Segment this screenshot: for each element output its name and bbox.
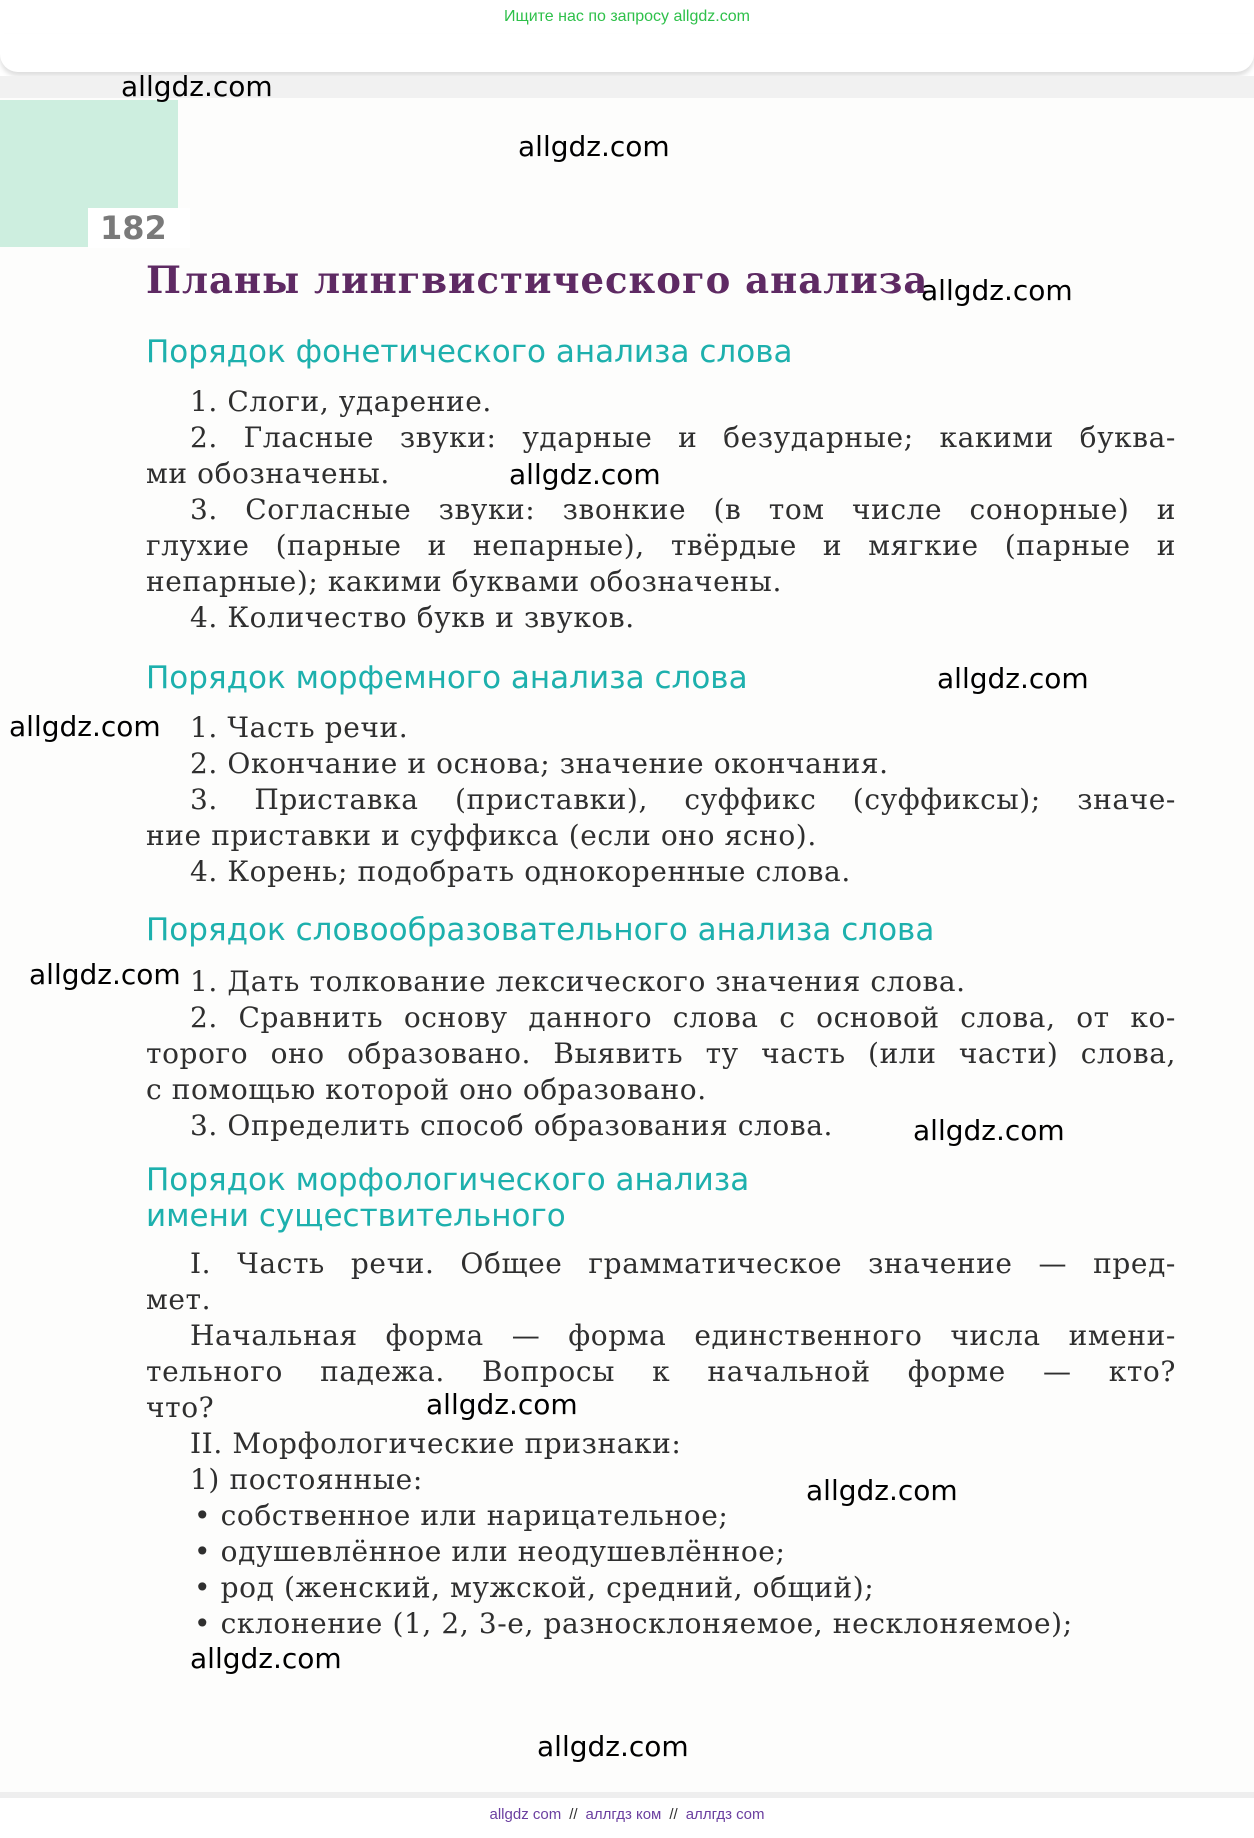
watermark: allgdz.com <box>921 274 1073 307</box>
section-heading-morphological-line2: имени существительного <box>146 1198 566 1234</box>
watermark: allgdz.com <box>913 1114 1065 1147</box>
section-heading-morphemic: Порядок морфемного анализа слова <box>146 660 748 696</box>
text-line: мет. <box>146 1283 212 1316</box>
watermark: allgdz.com <box>121 70 273 103</box>
text-line: тельного падежа. Вопросы к начальной форме — кто? <box>146 1355 1176 1388</box>
section-body-morphemic <box>146 710 1176 890</box>
watermark: allgdz.com <box>537 1730 689 1763</box>
footer-links <box>0 1806 1254 1832</box>
text-line: 1) постоянные: <box>190 1463 423 1496</box>
footer-link[interactable]: allgdz com <box>489 1806 562 1823</box>
text-line: 2. Гласные звуки: ударные и безударные; какими буква- <box>190 421 1176 454</box>
text-line: 2. Окончание и основа; значение окончания. <box>190 747 889 780</box>
text-line: 4. Количество букв и звуков. <box>190 601 635 634</box>
watermark: allgdz.com <box>9 710 161 743</box>
text-line: Начальная форма — форма единственного числа имени- <box>190 1319 1176 1352</box>
text-line: 1. Дать толкование лексического значения слова. <box>190 965 966 998</box>
watermark: allgdz.com <box>806 1474 958 1507</box>
watermark: allgdz.com <box>518 130 670 163</box>
text-line: ние приставки и суффикса (если оно ясно). <box>146 819 817 852</box>
footer-separator: // <box>569 1806 578 1823</box>
watermark: allgdz.com <box>190 1642 342 1675</box>
text-line: торого оно образовано. Выявить ту часть (или части) слова, <box>146 1037 1176 1070</box>
text-line: глухие (парные и непарные), твёрдые и мягкие (парные и <box>146 529 1176 562</box>
page-title: Планы лингвистического анализа <box>146 258 929 302</box>
text-line: II. Морфологические признаки: <box>190 1427 682 1460</box>
footer-separator: // <box>669 1806 678 1823</box>
text-line: непарные); какими буквами обозначены. <box>146 565 782 598</box>
top-banner[interactable]: Ищите нас по запросу allgdz.com <box>504 8 750 25</box>
text-line: 1. Часть речи. <box>190 711 409 744</box>
text-line: 4. Корень; подобрать однокоренные слова. <box>190 855 851 888</box>
text-line: I. Часть речи. Общее грамматическое значение — пред- <box>190 1247 1176 1280</box>
watermark: allgdz.com <box>509 458 661 491</box>
text-line: ми обозначены. <box>146 457 390 490</box>
text-line: 3. Приставка (приставки), суффикс (суффиксы); значе- <box>190 783 1176 816</box>
list-item: • одушевлённое или неодушевлённое; <box>194 1535 786 1568</box>
watermark: allgdz.com <box>426 1388 578 1421</box>
list-item: • склонение (1, 2, 3-е, разносклоняемое, несклоняемое); <box>194 1607 1073 1640</box>
footer-link[interactable]: аллгдз com <box>685 1806 765 1823</box>
text-line: 3. Согласные звуки: звонкие (в том числе сонорные) и <box>190 493 1176 526</box>
list-item: • собственное или нарицательное; <box>194 1499 729 1532</box>
section-heading-phonetic: Порядок фонетического анализа слова <box>146 334 793 370</box>
watermark: allgdz.com <box>937 662 1089 695</box>
top-strip <box>0 34 1254 72</box>
page-number: 182 <box>88 208 190 248</box>
text-line: 2. Сравнить основу данного слова с основой слова, от ко- <box>190 1001 1176 1034</box>
text-line: что? <box>146 1391 215 1424</box>
list-item: • род (женский, мужской, средний, общий); <box>194 1571 875 1604</box>
section-body-morphological <box>146 1246 1176 1642</box>
text-line: 1. Слоги, ударение. <box>190 385 492 418</box>
text-line: с помощью которой оно образовано. <box>146 1073 707 1106</box>
section-body-phonetic <box>146 384 1176 636</box>
watermark: allgdz.com <box>29 958 181 991</box>
footer-link[interactable]: аллгдз ком <box>585 1806 662 1823</box>
text-line: 3. Определить способ образования слова. <box>190 1109 834 1142</box>
section-heading-word-formation: Порядок словообразовательного анализа слова <box>146 912 935 948</box>
section-heading-morphological: Порядок морфологического анализа <box>146 1162 750 1198</box>
page-bottom-edge <box>0 1792 1254 1798</box>
